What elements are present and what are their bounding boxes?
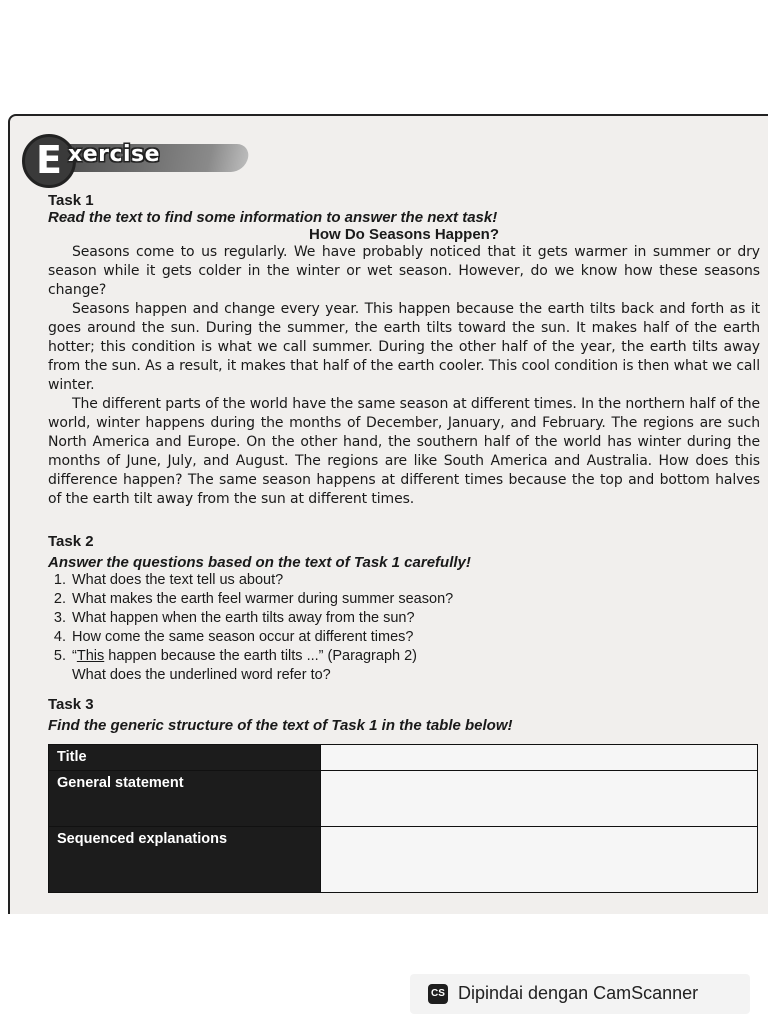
task2-instruction: Answer the questions based on the text of Task 1 carefully! (48, 554, 471, 571)
q5-underlined-word: This (76, 648, 105, 664)
question-item (70, 647, 760, 666)
header-letter-e: E (22, 134, 76, 188)
task1-instruction: Read the text to find some information to answer the next task! (48, 209, 498, 226)
answer-cell-sequenced-explanations[interactable] (321, 827, 758, 893)
q5-text: happen because the earth tilts ...” (Paragraph 2) (104, 648, 417, 664)
header-title: xercise (68, 142, 161, 167)
answer-cell-general-statement[interactable] (321, 771, 758, 827)
table-row (49, 827, 758, 893)
paragraph-1: Seasons come to us regularly. We have probably noticed that it gets warmer in summer or dry season while it gets colder in the winter or wet season. However, do we know how these seasons change? (48, 244, 760, 298)
camscanner-icon: CS (428, 984, 448, 1004)
task1-heading: Task 1 (48, 192, 94, 209)
row-label-sequenced-explanations: Sequenced explanations (49, 827, 321, 893)
question-item: 2. What makes the earth feel warmer during summer season? (70, 590, 760, 609)
task3-section (48, 696, 760, 734)
task3-instruction: Find the generic structure of the text of Task 1 in the table below! (48, 717, 513, 734)
paragraph-2: Seasons happen and change every year. This happen because the earth tilts back and forth as it goes around the sun. During the summer, the earth tilts toward the sun. It makes half of the earth hotter; this condition is what we call summer. During the other half of the year, the earth tilts away from the sun. As a result, it makes that half of the earth cooler. This cool condition is then what we call winter. (48, 301, 760, 393)
question-list (48, 571, 760, 666)
camscanner-text: Dipindai dengan CamScanner (458, 983, 699, 1003)
camscanner-watermark (410, 974, 750, 1014)
generic-structure-table (48, 744, 758, 893)
row-label-general-statement: General statement (49, 771, 321, 827)
reading-title: How Do Seasons Happen? (308, 226, 500, 243)
q5-open-quote: “ (72, 648, 77, 664)
task2-section (48, 533, 760, 685)
exercise-header-badge (22, 132, 254, 184)
row-label-title: Title (49, 745, 321, 771)
question-item: 1. What does the text tell us about? (70, 571, 760, 590)
table-row (49, 745, 758, 771)
task1-section (48, 192, 760, 509)
q5-subquestion: What does the underlined word refer to? (72, 667, 331, 683)
question-item: 3. What happen when the earth tilts away from the sun? (70, 609, 760, 628)
question-item: 4. How come the same season occur at different times? (70, 628, 760, 647)
table-row (49, 771, 758, 827)
task3-heading: Task 3 (48, 696, 94, 713)
paragraph-3: The different parts of the world have the same season at different times. In the northern half of the world, winter happens during the months of December, January, and February. The regions are such North America and Europe. On the other hand, the southern half of the world has winter during the months of June, July, and August. The regions are like South America and Australia. How does this difference happen? The same season happens at different times because the top and bottom halves of the earth tilt away from the sun at different times. (48, 396, 760, 507)
answer-cell-title[interactable] (321, 745, 758, 771)
task2-heading: Task 2 (48, 533, 94, 550)
